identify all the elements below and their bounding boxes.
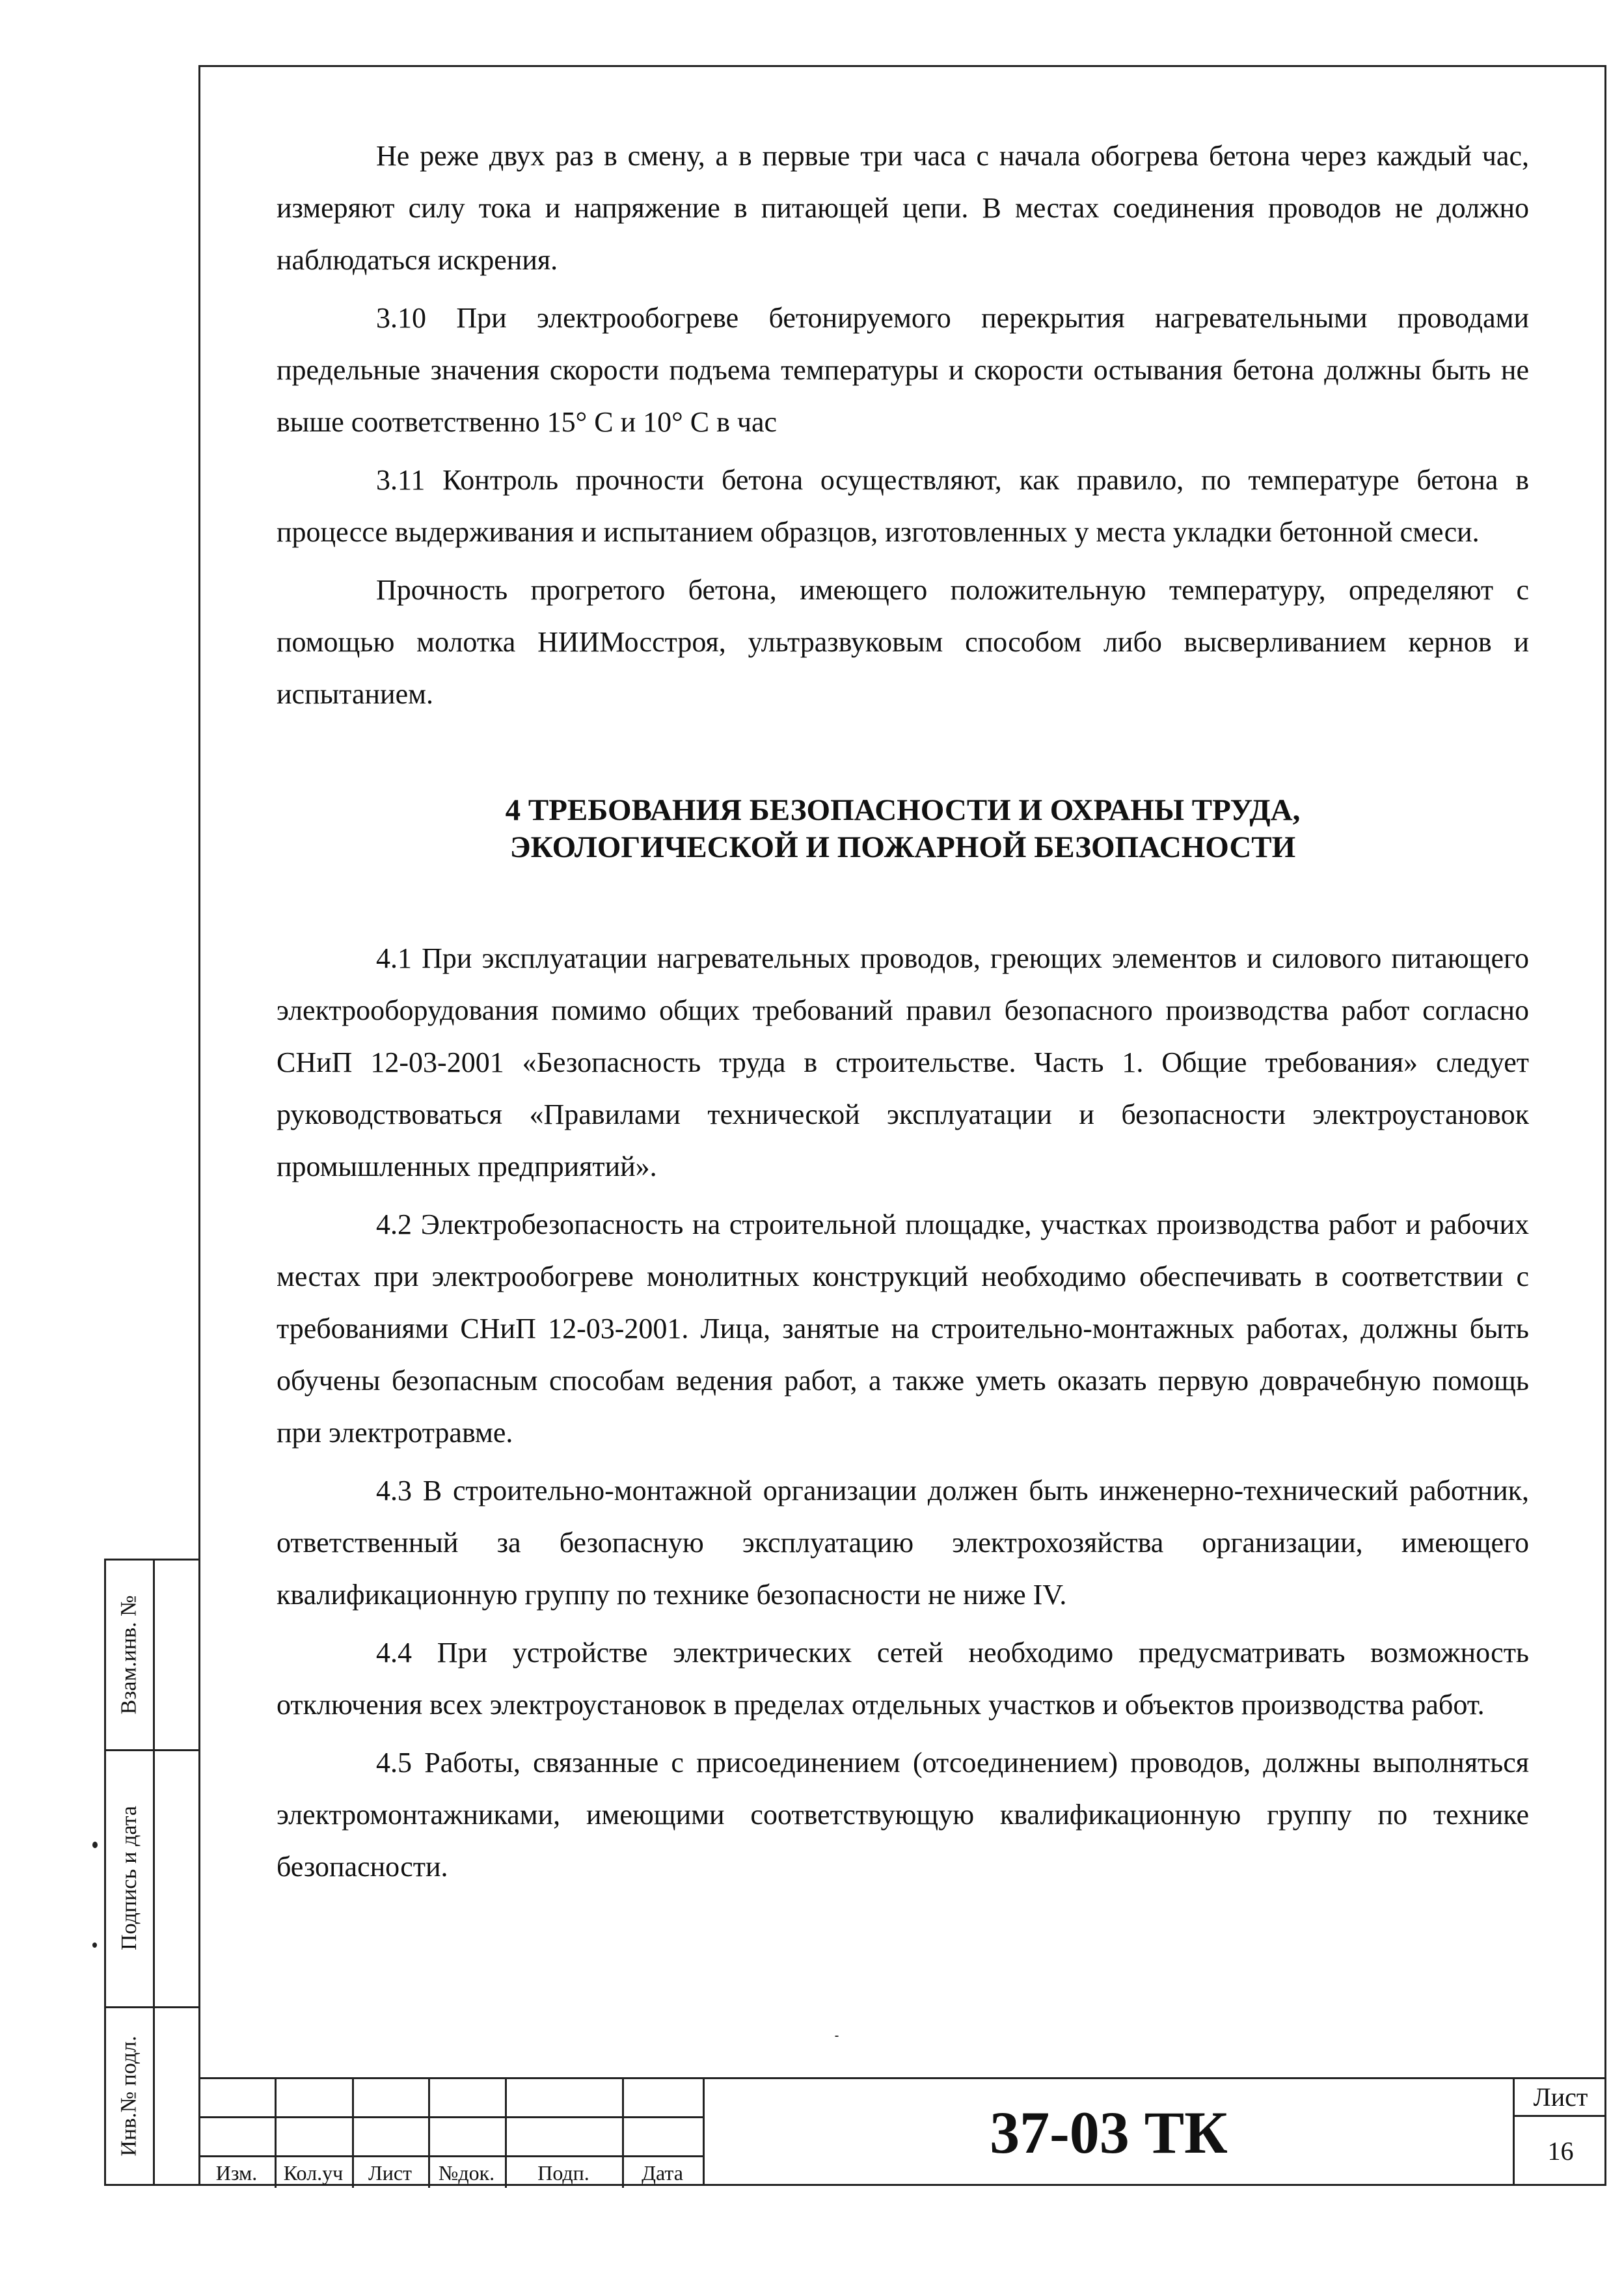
sheet-cell [1513, 2077, 1606, 2186]
side-stamp-cell-middle [106, 1749, 153, 2006]
side-stamp-divider [153, 1561, 155, 2184]
side-stamp-label-signature: Подпись и дата [117, 1805, 141, 1950]
paragraph-4-1: 4.1 При эксплуатации нагревательных проводов, греющих элементов и силового питающего электрооборудования помимо общих требований правил безопасного производства работ согласно СНиП 12-03-2001 «Безопасность труда в строительстве. Часть 1. Общие требования» следует руководствоваться «Правилами технической эксплуатации и безопасности электроустановок промышленных предприятий». [277, 942, 1529, 1182]
side-stamp [104, 1559, 198, 2186]
column-header-ndok: №док. [438, 2161, 495, 2185]
scan-speck [835, 2036, 839, 2037]
section-4-heading-line2: ЭКОЛОГИЧЕСКОЙ И ПОЖАРНОЙ БЕЗОПАСНОСТИ [509, 830, 1296, 864]
column-header-data: Дата [642, 2161, 683, 2185]
column-header-list: Лист [368, 2161, 412, 2185]
sheet-number: 16 [1547, 2136, 1574, 2166]
section-4-heading-line1: 4 ТРЕБОВАНИЯ БЕЗОПАСНОСТИ И ОХРАНЫ ТРУДА, [505, 793, 1301, 827]
document-code: 37-03 ТК [703, 2077, 1513, 2186]
paragraph-3-11: 3.11 Контроль прочности бетона осуществляют, как правило, по температуре бетона в процессе выдерживания и испытанием образцов, изготовленных у места укладки бетонной смеси. [277, 464, 1529, 548]
title-block [198, 2077, 1606, 2186]
paragraph-3-10: 3.10 При электрообогреве бетонируемого перекрытия нагревательными проводами предельные значения скорости подъема температуры и скорости остывания бетона должны быть не выше соответственно 15° С и 10° С в час [277, 302, 1529, 438]
paragraph-4-5: 4.5 Работы, связанные с присоединением (отсоединением) проводов, должны выполняться электромонтажниками, имеющими соответствующую квалификационную группу по технике безопасности. [277, 1747, 1529, 1883]
paragraph-measurement-frequency: Не реже двух раз в смену, а в первые три часа с начала обогрева бетона через каждый час, измеряют силу тока и напряжение в питающей цепи. В местах соединения проводов не должно наблюдаться искрения. [277, 140, 1529, 276]
document-body [277, 130, 1529, 1899]
column-header-kol-uch: Кол.уч [283, 2161, 344, 2185]
side-stamp-label-inventory: Инв.№ подл. [117, 2036, 142, 2157]
sheet-label: Лист [1515, 2079, 1606, 2117]
scan-speck [92, 1942, 97, 1948]
revision-grid [198, 2077, 703, 2188]
column-header-izm: Изм. [215, 2161, 258, 2185]
paragraph-4-3: 4.3 В строительно-монтажной организации должен быть инженерно-технический работник, ответственный за безопасную эксплуатацию электрохозяйства организации, имеющего квалификационную группу по технике безопасности не ниже IV. [277, 1475, 1529, 1611]
side-stamp-cell-bottom [106, 2006, 153, 2186]
paragraph-4-4: 4.4 При устройстве электрических сетей необходимо предусматривать возможность отключения всех электроустановок в пределах отдельных участков и объектов производства работ. [277, 1637, 1529, 1721]
section-4-heading [277, 792, 1529, 866]
side-stamp-cell-top [106, 1561, 153, 1749]
scan-speck [92, 1842, 98, 1848]
paragraph-4-2: 4.2 Электробезопасность на строительной площадке, участках производства работ и рабочих местах при электрообогреве монолитных конструкций необходимо обеспечивать в соответствии с требованиями СНиП 12-03-2001. Лица, занятые на строительно-монтажных работах, должны быть обучены безопасным способам ведения работ, а также уметь оказать первую доврачебную помощь при электротравме. [277, 1208, 1529, 1449]
column-header-podp: Подп. [537, 2161, 589, 2185]
side-stamp-label-replacement: Взам.инв. № [117, 1595, 142, 1715]
paragraph-strength-check: Прочность прогретого бетона, имеющего положительную температуру, определяют с помощью молотка НИИМосстроя, ультразвуковым способом либо высверливанием кернов и испытанием. [277, 574, 1529, 710]
